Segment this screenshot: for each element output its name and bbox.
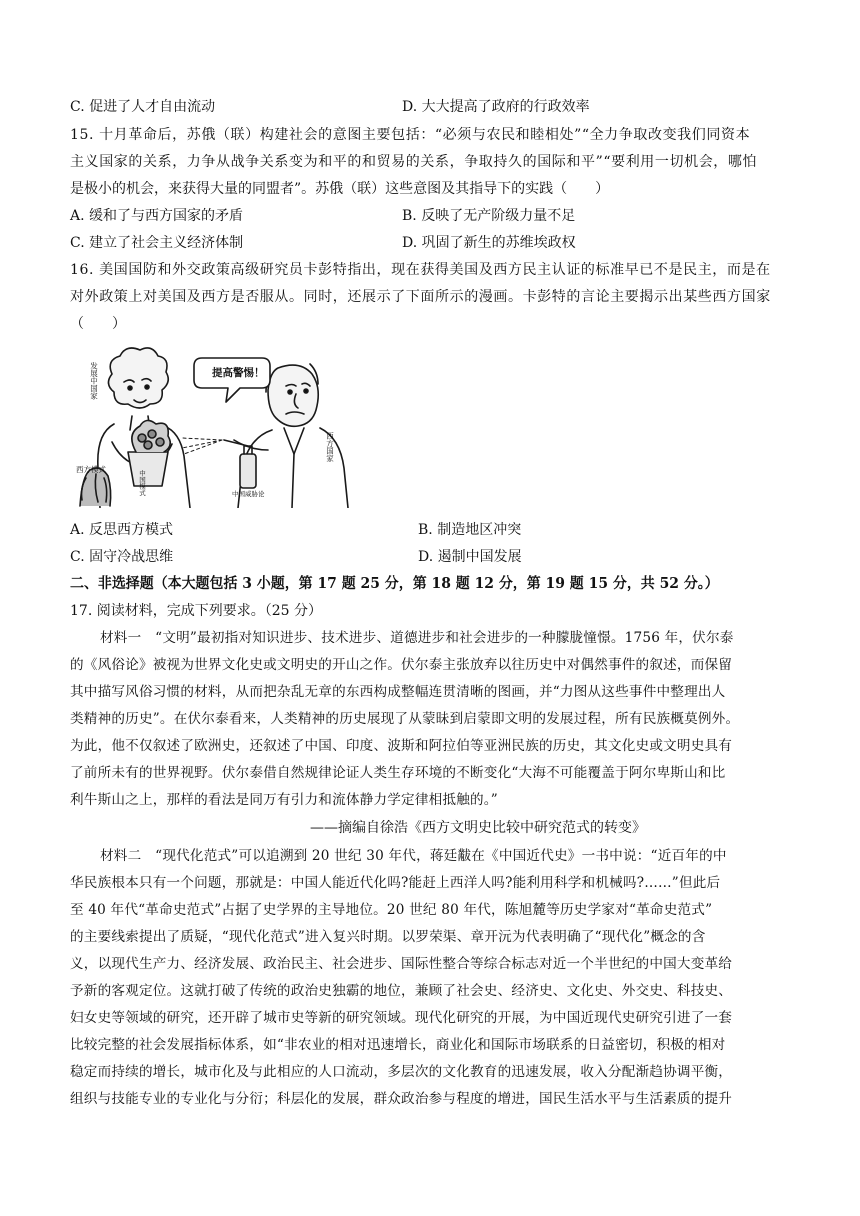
q16-option-c: C. 固守冷战思维 [70, 549, 174, 565]
material-1-line: 类精神的历史”。在伏尔泰看来，人类精神的历史展现了从蒙昧到启蒙即文明的发展过程，所有民族概莫例外。 [70, 711, 740, 727]
q16-stem-line: （ ） [70, 316, 126, 332]
q14-option-c: C. 促进了人才自由流动 [70, 99, 216, 115]
label-developing-countries: 发展中国家 [89, 362, 99, 400]
q14-option-d: D. 大大提高了政府的行政效率 [402, 99, 590, 115]
material-2-line: 比较完整的社会发展指标体系，如“非农业的相对迅速增长，商业化和国际市场联系的日益密切，积极的相对 [70, 1037, 726, 1053]
q15-option-a: A. 缓和了与西方国家的矛盾 [70, 208, 244, 224]
q15-stem-line: 主义国家的关系，力争从战争关系变为和平的和贸易的关系，争取持久的国际和平”“要利用一切机会，哪怕 [70, 154, 758, 170]
q16-stem-line: 对外政策上对美国及西方是否服从。同时，还展示了下面所示的漫画。卡彭特的言论主要揭示出某些西方国家 [70, 289, 771, 305]
q16-stem-line: 16. 美国国防和外交政策高级研究员卡彭特指出，现在获得美国及西方民主认证的标准早已不是民主，而是在 [70, 262, 771, 278]
q16-option-d: D. 遏制中国发展 [418, 549, 522, 565]
material-1-line: 材料一 “文明”最初指对知识进步、技术进步、道德进步和社会进步的一种朦胧憧憬。1756 年，伏尔泰 [100, 630, 734, 646]
q15-option-d: D. 巩固了新生的苏维埃政权 [402, 235, 576, 251]
material-2-line: 妇女史等领域的研究，还开辟了城市史等新的研究领域。现代化研究的开展，为中国近现代史研究引进了一套 [70, 1010, 733, 1026]
material-2-line: 组织与技能专业的专业化与分衍；科层化的发展，群众政治参与程度的增进，国民生活水平与生活素质的提升 [70, 1091, 733, 1107]
material-1-line: 了前所未有的世界视野。伏尔泰借自然规律论证人类生存环境的不断变化“大海不可能覆盖于阿尔卑斯山和比 [70, 765, 726, 781]
label-china-threat-theory: 中国威胁论 [232, 490, 265, 498]
material-2-line: 华民族根本只有一个问题，那就是：中国人能近代化吗?能赶上西洋人吗?能利用科学和机械吗?……”但此后 [70, 875, 721, 891]
material-2-line: 材料二 “现代化范式”可以追溯到 20 世纪 30 年代，蒋廷黻在《中国近代史》一书中说：“近百年的中 [100, 848, 727, 864]
q15-option-b: B. 反映了无产阶级力量不足 [402, 208, 576, 224]
material-1-source: ——摘编自徐浩《西方文明史比较中研究范式的转变》 [310, 820, 646, 836]
q15-stem-line: 是极小的机会，来获得大量的同盟者”。苏俄（联）这些意图及其指导下的实践（ ） [70, 181, 610, 197]
speech-bubble-text: 提高警惕！ [212, 367, 265, 379]
q16-option-b: B. 制造地区冲突 [418, 522, 522, 538]
material-2-line: 稳定而持续的增长，城市化及与此相应的人口流动，多层次的文化教育的迅速发展，收入分配渐趋协调平衡， [70, 1064, 733, 1080]
material-2-line: 至 40 年代“革命史范式”占据了史学界的主导地位。20 世纪 80 年代，陈旭麓等历史学家对“革命史范式” [70, 902, 713, 918]
material-2-line: 义，以现代生产力、经济发展、政治民主、社会进步、国际性整合等综合标志对近一个半世纪的中国大变革给 [70, 956, 733, 972]
section-heading: 二、非选择题（本大题包括 3 小题，第 17 题 25 分，第 18 题 12 分，第 19 题 15 分，共 52 分。） [70, 575, 719, 592]
material-2-line: 的主要线索提出了质疑，“现代化范式”进入复兴时期。以罗荣渠、章开沅为代表明确了“现代化”概念的含 [70, 929, 706, 945]
material-1-line: 其中描写风俗习惯的材料，从而把杂乱无章的东西构成整幅连贯清晰的图画，并“力图从这些事件中整理出人 [70, 684, 726, 700]
political-cartoon [72, 346, 352, 508]
q15-option-c: C. 建立了社会主义经济体制 [70, 235, 244, 251]
label-western-countries: 西方国家 [325, 432, 335, 462]
q17-intro: 17. 阅读材料，完成下列要求。（25 分） [70, 603, 322, 619]
label-china-model: 中国模式 [138, 470, 146, 496]
q16-option-a: A. 反思西方模式 [70, 522, 174, 538]
q15-stem-line: 15. 十月革命后，苏俄（联）构建社会的意图主要包括：“必须与农民和睦相处”“全力争取改变我们同资本 [70, 127, 751, 143]
material-1-line: 的《风俗论》被视为世界文化史或文明史的开山之作。伏尔泰主张放弃以往历史中对偶然事件的叙述，而保留 [70, 657, 733, 673]
label-western-model: 西方模式 [76, 465, 106, 474]
material-1-line: 为此，他不仅叙述了欧洲史，还叙述了中国、印度、波斯和阿拉伯等亚洲民族的历史，其文化史或文明史具有 [70, 738, 733, 754]
material-2-line: 予新的客观定位。这就打破了传统的政治史独霸的地位，兼顾了社会史、经济史、文化史、外交史、科技史、 [70, 983, 733, 999]
material-1-line: 利牛斯山之上，那样的看法是同万有引力和流体静力学定律相抵触的。” [70, 792, 498, 808]
